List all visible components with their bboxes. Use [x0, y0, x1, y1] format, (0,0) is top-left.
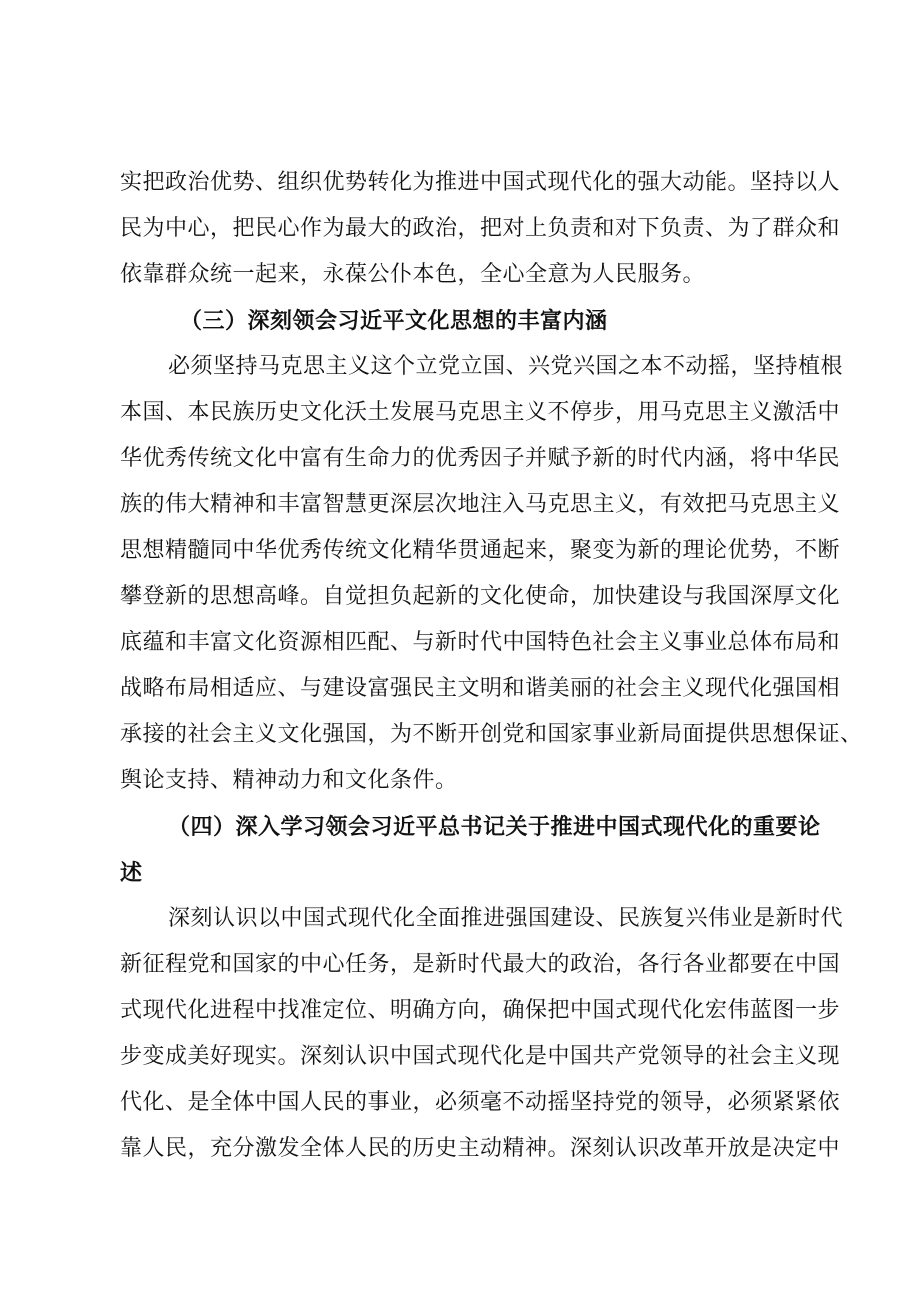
paragraph-line: 承接的社会主义文化强国，为不断开创党和国家事业新局面提供思想保证、 [120, 722, 863, 747]
section-heading-4-continued: 述 [120, 860, 143, 886]
paragraph-line: 靠人民，充分激发全体人民的历史主动精神。深刻认识改革开放是决定中 [120, 1136, 841, 1161]
paragraph-line: 思想精髓同中华优秀传统文化精华贯通起来，聚变为新的理论优势，不断 [120, 538, 841, 563]
paragraph-line: 族的伟大精神和丰富智慧更深层次地注入马克思主义，有效把马克思主义 [120, 492, 841, 517]
paragraph-line: 舆论支持、精神动力和文化条件。 [120, 768, 458, 793]
paragraph-line: 实把政治优势、组织优势转化为推进中国式现代化的强大动能。坚持以人 [120, 170, 841, 195]
section-heading-4: （四）深入学习领会习近平总书记关于推进中国式现代化的重要论 [168, 814, 821, 840]
paragraph-line: 攀登新的思想高峰。自觉担负起新的文化使命，加快建设与我国深厚文化 [120, 584, 841, 609]
paragraph-line: 新征程党和国家的中心任务，是新时代最大的政治，各行各业都要在中国 [120, 952, 841, 977]
paragraph-line: 依靠群众统一起来，永葆公仆本色，全心全意为人民服务。 [120, 262, 706, 287]
paragraph-line: 代化、是全体中国人民的事业，必须毫不动摇坚持党的领导，必须紧紧依 [120, 1090, 841, 1115]
paragraph-line: 民为中心，把民心作为最大的政治，把对上负责和对下负责、为了群众和 [120, 216, 841, 241]
paragraph-line: 底蕴和丰富文化资源相匹配、与新时代中国特色社会主义事业总体布局和 [120, 630, 841, 655]
paragraph-line: 华优秀传统文化中富有生命力的优秀因子并赋予新的时代内涵，将中华民 [120, 446, 841, 471]
section-heading-3: （三）深刻领会习近平文化思想的丰富内涵 [180, 308, 608, 334]
paragraph-line: 战略布局相适应、与建设富强民主文明和谐美丽的社会主义现代化强国相 [120, 676, 841, 701]
paragraph-line: 本国、本民族历史文化沃土发展马克思主义不停步，用马克思主义激活中 [120, 400, 841, 425]
paragraph-line: 必须坚持马克思主义这个立党立国、兴党兴国之本不动摇，坚持植根 [168, 354, 844, 379]
paragraph-line: 式现代化进程中找准定位、明确方向，确保把中国式现代化宏伟蓝图一步 [120, 998, 841, 1023]
paragraph-line: 深刻认识以中国式现代化全面推进强国建设、民族复兴伟业是新时代 [168, 906, 844, 931]
paragraph-line: 步变成美好现实。深刻认识中国式现代化是中国共产党领导的社会主义现 [120, 1044, 841, 1069]
